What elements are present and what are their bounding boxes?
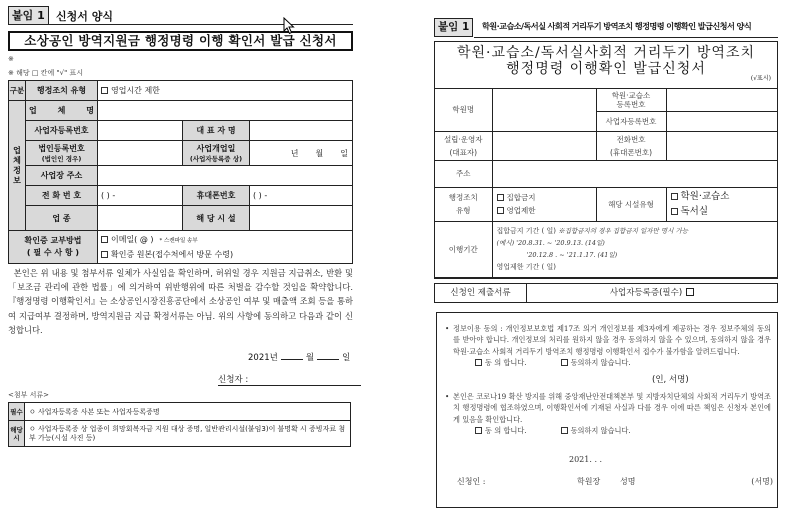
address-label: 주소 [435,160,492,187]
open-date-field[interactable]: 년 월 일 [250,141,353,166]
applicant-info-table [8,80,353,264]
facility-type-label: 해당 시설유형 [596,187,666,221]
attachment-text: ㅇ 사업자등록증 사본 또는 사업자등록증명 [25,403,351,421]
check-mark-note: (√표시) [750,75,771,82]
attachment-tag: 해당시 [9,421,25,447]
industry-field[interactable] [98,206,183,231]
consent-privacy: • 정보이용 동의 : 개인정보보호법 제17조 의거 개인정보를 제3자에게 제공하는 경우 정보주체의 동의를 받아야 합니다. 개인정보의 처리를 원하지 않을 경우 동의하지 않을 수 있으며, 동의하지 않을 경우 학원·교습소 사회적 거리두기 방역조치 행정명령 이행확인서 접수가 불가함을 알려드립니다. 동 의 합니다. 동의하지 않습니다. [445,324,771,367]
application-date: 2021. . . [569,455,603,464]
corp-reg-no-label: 법인등록번호 (법인인 경우) [26,141,98,166]
biz-reg-no-field[interactable] [98,121,183,141]
attachment-text: ㅇ 사업자등록증 상 업종이 희망회복자금 지원 대상 증명, 일반관리시설(붙임3)이 불명확 시 증빙자료 첨부 가능(시설 사진 등) [25,421,351,447]
checkbox-biz-reg[interactable] [686,288,694,296]
attachment-badge: 붙임 1 [434,18,473,37]
period-field[interactable]: 집합금지 기간 ( 일) ※집합금지의 경우 집합금지 일자만 명시 가능 (예시) '20.8.31. ~ '20.9.13. (14일) '20.12.8 . ~ '21.1.17. (41일) 영업제한 기간 ( 일) [492,221,777,277]
checkbox-disagree-1[interactable] [561,359,568,366]
delivery-method-field [98,231,353,264]
form-title: 학원·교습소/독서실사회적 거리두기 방역조치 행정명령 이행확인 발급신청서 (√표시) [435,42,777,89]
section-label-company: 업체정보 [9,101,26,231]
address-field[interactable] [492,160,777,187]
address-field[interactable] [98,166,353,186]
heading-underline [48,24,353,25]
period-label: 이행기간 [435,221,492,277]
company-name-field[interactable] [98,101,353,121]
academy-info-table [435,89,777,278]
admin-type-label: 행정조치 유형 [435,187,492,221]
submission-label: 신청인 제출서류 [435,284,527,302]
form-title: 소상공인 방역지원금 행정명령 이행 확인서 발급 신청서 [8,31,353,51]
form-box [434,41,778,279]
address-label: 사업장 주소 [26,166,98,186]
delivery-method-label: 확인증 교부방법 ( 필 수 사 항 ) [9,231,98,264]
check-instruction: ※ 해당 □ 칸에 "√" 표시 [8,69,84,77]
attachments-title: <첨부 서류> [8,391,50,399]
industry-label: 업 종 [26,206,98,231]
checkbox-business-hours[interactable] [101,87,108,94]
consent-confirmation: • 본인은 코로나19 확산 방지를 위해 중앙재난안전대책본부 및 지방자치단체의 사회적 거리두기 방역조치 행정명령에 협조하였으며, 이행확인서에 기재된 사실과 다를 경우 이에 따른 책임은 신청자 본인에게 있음을 확인합니다. 동 의 합니다. 동의하지 않습니다. [445,392,771,435]
academy-name-label: 학원명 [435,89,492,131]
applicant-signature[interactable]: 신청자 : (인, 서명) [218,375,689,385]
attachment-tag: 필수 [9,403,25,421]
delivery-email-option[interactable]: 이메일( @ ) * 스캔파일 송부 [101,233,349,248]
representative-field[interactable] [250,121,353,141]
option-business-restriction[interactable]: 영업제한 [497,204,596,217]
phone-field[interactable] [666,131,777,160]
submission-value[interactable]: 사업자등록증(필수) [527,284,777,302]
mobile-label: 휴대폰번호 [183,186,250,206]
checkbox-agree-1[interactable] [475,359,482,366]
biz-reg-no-label: 사업자등록번호 [26,121,98,141]
checkbox-agree-2[interactable] [475,427,482,434]
phone-field[interactable]: ( ) - [98,186,183,206]
left-heading [8,6,353,26]
consent-privacy-choices: 동 의 합니다. 동의하지 않습니다. [453,357,771,368]
note-mark: ※ [8,55,14,63]
checkbox-academy[interactable] [671,193,678,200]
reg-no-field[interactable] [666,89,777,111]
facility-field[interactable] [250,206,353,231]
option-reading-room[interactable]: 독서실 [671,204,778,219]
checkbox-gathering-ban[interactable] [497,194,504,201]
heading-title: 학원·교습소/독서실 사회적 거리두기 방역조치 행정명령 이행확인 발급신청서 양식 [482,21,752,31]
phone-label: 전화번호 (휴대폰번호) [596,131,666,160]
biz-reg-no-field[interactable] [666,111,777,131]
phone-label: 전 화 번 호 [26,186,98,206]
checkbox-email[interactable] [101,236,108,243]
heading-underline [474,37,778,38]
checkbox-business-restriction[interactable] [497,207,504,214]
pledge-text: 본인은 위 내용 및 첨부서류 일체가 사실임을 확인하며, 허위일 경우 지원금 지급취소, 반환 및「보조금 관리에 관한 법률」에 의거하여 위반행위에 따른 처벌을 감수할 것임을 확약합니다. 『행정명령 이행확인서』는 소상공인시장진흥공단에서 소상공인 여부 및 매출액 조회 등을 통하여 지급여부 결정하며, 방역지원금 지급 확정서류는 아님. 위의 사항에 동의하고 다음과 같이 신청합니다. [8,268,353,335]
founder-field[interactable] [492,131,596,160]
heading-title: 신청서 양식 [56,10,113,23]
consent-confirmation-choices: 동 의 합니다. 동의하지 않습니다. [453,425,771,436]
col-header: 구분 [9,81,26,101]
open-date-label: 사업개업일 (사업자등록증 상) [183,141,250,166]
submission-docs-row [434,283,778,303]
representative-label: 대 표 자 명 [183,121,250,141]
delivery-original-option[interactable]: 확인증 원본(접수처에서 방문 수령) [101,248,349,262]
attachment-badge: 붙임 1 [8,6,49,25]
admin-type-option: 영업시간 제한 [111,86,160,95]
facility-label: 해 당 시 설 [183,206,250,231]
option-academy[interactable]: 학원·교습소 [671,189,778,204]
mouse-cursor-icon [283,17,295,35]
right-heading [434,18,778,37]
attachments-table [8,402,351,447]
checkbox-reading-room[interactable] [671,208,678,215]
reg-no-label: 학원·교습소 등록번호 [596,89,666,111]
mobile-field[interactable]: ( ) - [250,186,353,206]
academy-name-field[interactable] [492,89,596,131]
company-name-label: 업 체 명 [26,101,98,121]
admin-type-label: 행정조치 유형 [26,81,98,101]
application-date: 2021년 월 일 [248,353,351,363]
corp-reg-no-field[interactable] [98,141,183,166]
biz-reg-no-label: 사업자등록번호 [596,111,666,131]
admin-type-field[interactable] [98,81,353,101]
checkbox-original[interactable] [101,251,108,258]
option-gathering-ban[interactable]: 집합금지 [497,191,596,204]
consent-box: • 정보이용 동의 : 개인정보보호법 제17조 의거 개인정보를 제3자에게 제공하는 경우 정보주체의 동의를 받아야 합니다. 개인정보의 처리를 원하지 않을 경우 동의하지 않을 수 있으며, 동의하지 않을 경우 학원·교습소 사회적 거리두기 방역조치 행정명령 이행확인서 접수가 불가함을 알려드립니다. 동 의 합니다. 동의하지 않습니다. • 본인은 코로나19 확산 방지를 위해 중앙재난안전대책본부 및 지방자치단체의 사회적 거리두기 방역조치 행정명령에 협조하였으며, 이행확인서에 기재된 사실과 다를 경우 이에 따른 책임은 신청자 본인에게 있음을 확인합니다. 동 의 합니다. 동의하지 않습니다. 2021. . . 신청인 : 학원장 성명 (서명) [436,312,778,508]
admin-type-options [492,187,596,221]
facility-type-options [666,187,777,221]
founder-label: 설립·운영자 (대표자) [435,131,492,160]
checkbox-disagree-2[interactable] [561,427,568,434]
